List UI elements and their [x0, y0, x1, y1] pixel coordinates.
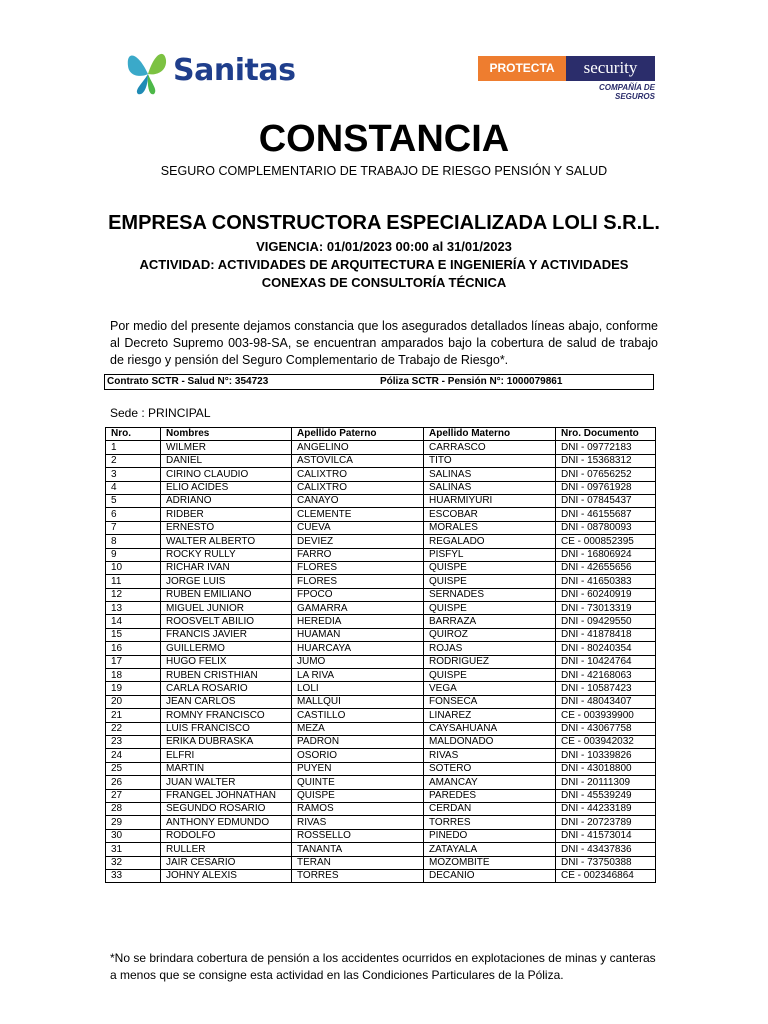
cell-apellido-paterno: HEREDIA: [292, 615, 424, 628]
cell-nombres: ROCKY RULLY: [161, 548, 292, 561]
cell-nro: 31: [106, 843, 161, 856]
table-header-row: [106, 428, 656, 441]
cell-apellido-paterno: FPOCO: [292, 588, 424, 601]
table-row: [106, 628, 656, 641]
cell-documento: DNI - 43018800: [556, 762, 656, 775]
cell-apellido-materno: QUISPE: [424, 602, 556, 615]
cell-apellido-paterno: HUAMAN: [292, 628, 424, 641]
cell-nombres: MARTIN: [161, 762, 292, 775]
cell-nombres: CARLA ROSARIO: [161, 682, 292, 695]
cell-documento: DNI - 08780093: [556, 521, 656, 534]
cell-apellido-materno: ZATAYALA: [424, 843, 556, 856]
table-row: [106, 669, 656, 682]
cell-nombres: RUBEN CRISTHIAN: [161, 669, 292, 682]
cell-apellido-materno: DECANIO: [424, 869, 556, 882]
cell-documento: DNI - 10424764: [556, 655, 656, 668]
table-row: [106, 441, 656, 454]
cell-documento: CE - 003939900: [556, 709, 656, 722]
cell-apellido-materno: ROJAS: [424, 642, 556, 655]
cell-nro: 3: [106, 468, 161, 481]
cell-apellido-paterno: TORRES: [292, 869, 424, 882]
header-apellido-paterno: Apellido Paterno: [292, 428, 424, 441]
company-name: EMPRESA CONSTRUCTORA ESPECIALIZADA LOLI S.R.L.: [108, 212, 660, 234]
cell-documento: DNI - 10339826: [556, 749, 656, 762]
cell-documento: DNI - 09772183: [556, 441, 656, 454]
header-apellido-materno: Apellido Materno: [424, 428, 556, 441]
cell-documento: DNI - 80240354: [556, 642, 656, 655]
cell-apellido-paterno: ASTOVILCA: [292, 454, 424, 467]
cell-apellido-materno: ESCOBAR: [424, 508, 556, 521]
cell-nombres: RODOLFO: [161, 829, 292, 842]
cell-apellido-materno: SERNADES: [424, 588, 556, 601]
cell-nro: 24: [106, 749, 161, 762]
cell-apellido-paterno: QUISPE: [292, 789, 424, 802]
cell-nombres: ERNESTO: [161, 521, 292, 534]
table-row: [106, 521, 656, 534]
cell-documento: CE - 000852395: [556, 535, 656, 548]
cell-apellido-materno: REGALADO: [424, 535, 556, 548]
cell-apellido-materno: TORRES: [424, 816, 556, 829]
footnote: *No se brindara cobertura de pensión a los accidentes ocurridos en explotaciones de minas y canteras a menos que se consigne esta actividad en las Condiciones Particulares de la Póliza.: [110, 951, 656, 982]
cell-nro: 4: [106, 481, 161, 494]
cell-apellido-paterno: CANAYO: [292, 494, 424, 507]
cell-apellido-paterno: DEVIEZ: [292, 535, 424, 548]
cell-nro: 8: [106, 535, 161, 548]
cell-nombres: SEGUNDO ROSARIO: [161, 802, 292, 815]
cell-nro: 32: [106, 856, 161, 869]
cell-apellido-paterno: QUINTE: [292, 776, 424, 789]
cell-apellido-materno: RODRIGUEZ: [424, 655, 556, 668]
cell-nro: 11: [106, 575, 161, 588]
cell-apellido-paterno: JUMO: [292, 655, 424, 668]
cell-nro: 10: [106, 561, 161, 574]
cell-documento: DNI - 43437836: [556, 843, 656, 856]
table-row: [106, 816, 656, 829]
cell-nombres: RIDBER: [161, 508, 292, 521]
sanitas-wordmark: Sanitas: [173, 53, 296, 88]
table-row: [106, 468, 656, 481]
sanitas-butterfly-icon: [124, 44, 172, 96]
cell-apellido-paterno: CUEVA: [292, 521, 424, 534]
cell-nombres: CIRINO CLAUDIO: [161, 468, 292, 481]
cell-apellido-materno: AMANCAY: [424, 776, 556, 789]
cell-apellido-paterno: TERAN: [292, 856, 424, 869]
cell-documento: CE - 002346864: [556, 869, 656, 882]
table-row: [106, 709, 656, 722]
cell-nombres: LUIS FRANCISCO: [161, 722, 292, 735]
cell-documento: DNI - 41650383: [556, 575, 656, 588]
table-row: [106, 642, 656, 655]
table-row: [106, 762, 656, 775]
cell-documento: DNI - 41573014: [556, 829, 656, 842]
cell-documento: DNI - 20723789: [556, 816, 656, 829]
cell-nro: 1: [106, 441, 161, 454]
protecta-tagline: COMPAÑÍA DE SEGUROS: [599, 83, 655, 101]
header-nro: Nro.: [106, 428, 161, 441]
cell-nombres: ROMNY FRANCISCO: [161, 709, 292, 722]
header-nombres: Nombres: [161, 428, 292, 441]
cell-nro: 5: [106, 494, 161, 507]
cell-apellido-paterno: LA RIVA: [292, 669, 424, 682]
cell-documento: DNI - 46155687: [556, 508, 656, 521]
cell-nro: 22: [106, 722, 161, 735]
cell-apellido-materno: MORALES: [424, 521, 556, 534]
cell-nro: 21: [106, 709, 161, 722]
cell-apellido-materno: CARRASCO: [424, 441, 556, 454]
cell-nro: 9: [106, 548, 161, 561]
cell-apellido-paterno: RAMOS: [292, 802, 424, 815]
cell-apellido-paterno: CLEMENTE: [292, 508, 424, 521]
cell-documento: DNI - 42168063: [556, 669, 656, 682]
vigencia: VIGENCIA: 01/01/2023 00:00 al 31/01/2023: [256, 239, 512, 254]
cell-apellido-paterno: FLORES: [292, 575, 424, 588]
cell-nro: 25: [106, 762, 161, 775]
cell-apellido-paterno: ANGELINO: [292, 441, 424, 454]
cell-apellido-materno: CAYSAHUANA: [424, 722, 556, 735]
cell-nro: 12: [106, 588, 161, 601]
cell-apellido-paterno: TANANTA: [292, 843, 424, 856]
cell-nombres: JORGE LUIS: [161, 575, 292, 588]
cell-apellido-materno: MOZOMBITE: [424, 856, 556, 869]
cell-nro: 6: [106, 508, 161, 521]
cell-documento: DNI - 45539249: [556, 789, 656, 802]
table-row: [106, 776, 656, 789]
cell-apellido-materno: HUARMIYURI: [424, 494, 556, 507]
cell-nombres: FRANGEL JOHNATHAN: [161, 789, 292, 802]
cell-nro: 20: [106, 695, 161, 708]
cell-apellido-materno: SOTERO: [424, 762, 556, 775]
cell-nro: 33: [106, 869, 161, 882]
cell-nro: 7: [106, 521, 161, 534]
document-title: CONSTANCIA: [258, 118, 510, 160]
table-row: [106, 722, 656, 735]
cell-nro: 27: [106, 789, 161, 802]
cell-nombres: ROOSVELT ABILIO: [161, 615, 292, 628]
table-row: [106, 508, 656, 521]
cell-apellido-paterno: CASTILLO: [292, 709, 424, 722]
cell-nro: 16: [106, 642, 161, 655]
table-row: [106, 561, 656, 574]
table-row: [106, 856, 656, 869]
cell-nombres: HUGO FELIX: [161, 655, 292, 668]
cell-apellido-materno: RIVAS: [424, 749, 556, 762]
table-row: [106, 535, 656, 548]
cell-documento: DNI - 16806924: [556, 548, 656, 561]
cell-documento: CE - 003942032: [556, 735, 656, 748]
table-row: [106, 735, 656, 748]
cell-documento: DNI - 60240919: [556, 588, 656, 601]
cell-nro: 14: [106, 615, 161, 628]
table-row: [106, 548, 656, 561]
table-row: [106, 682, 656, 695]
cell-apellido-paterno: RIVAS: [292, 816, 424, 829]
cell-nombres: DANIEL: [161, 454, 292, 467]
cell-apellido-materno: QUISPE: [424, 575, 556, 588]
cell-apellido-paterno: PUYEN: [292, 762, 424, 775]
contract-box: [104, 374, 654, 390]
table-row: [106, 802, 656, 815]
cell-nro: 17: [106, 655, 161, 668]
contrato-salud: Contrato SCTR - Salud N°: 354723: [107, 376, 269, 387]
cell-nro: 18: [106, 669, 161, 682]
cell-apellido-materno: LINAREZ: [424, 709, 556, 722]
cell-nombres: ELIO ACIDES: [161, 481, 292, 494]
cell-nombres: JAIR CESARIO: [161, 856, 292, 869]
table-row: [106, 615, 656, 628]
cell-apellido-paterno: ROSSELLO: [292, 829, 424, 842]
sanitas-logo: [124, 44, 296, 96]
cell-nombres: GUILLERMO: [161, 642, 292, 655]
cell-nombres: JEAN CARLOS: [161, 695, 292, 708]
cell-apellido-paterno: FLORES: [292, 561, 424, 574]
cell-nombres: WILMER: [161, 441, 292, 454]
cell-documento: DNI - 43067758: [556, 722, 656, 735]
cell-nro: 13: [106, 602, 161, 615]
header-nro-documento: Nro. Documento: [556, 428, 656, 441]
cell-apellido-materno: FONSECA: [424, 695, 556, 708]
cell-nombres: ERIKA DUBRASKA: [161, 735, 292, 748]
cell-documento: DNI - 07845437: [556, 494, 656, 507]
cell-apellido-materno: QUIROZ: [424, 628, 556, 641]
table-row: [106, 602, 656, 615]
cell-apellido-paterno: HUARCAYA: [292, 642, 424, 655]
cell-apellido-paterno: PADRON: [292, 735, 424, 748]
table-row: [106, 789, 656, 802]
table-row: [106, 494, 656, 507]
cell-documento: DNI - 73013319: [556, 602, 656, 615]
cell-nombres: FRANCIS JAVIER: [161, 628, 292, 641]
protecta-security-logo: [478, 56, 656, 101]
cell-apellido-materno: SALINAS: [424, 481, 556, 494]
cell-nombres: WALTER ALBERTO: [161, 535, 292, 548]
cell-apellido-materno: SALINAS: [424, 468, 556, 481]
table-row: [106, 869, 656, 882]
cell-nombres: RUBEN EMILIANO: [161, 588, 292, 601]
cell-apellido-materno: CERDAN: [424, 802, 556, 815]
cell-nro: 23: [106, 735, 161, 748]
cell-apellido-materno: TITO: [424, 454, 556, 467]
cell-documento: DNI - 44233189: [556, 802, 656, 815]
table-row: [106, 655, 656, 668]
document-subtitle: SEGURO COMPLEMENTARIO DE TRABAJO DE RIESGO PENSIÓN Y SALUD: [160, 164, 608, 178]
cell-apellido-paterno: FARRO: [292, 548, 424, 561]
cell-nro: 15: [106, 628, 161, 641]
table-row: [106, 843, 656, 856]
cell-documento: DNI - 42655656: [556, 561, 656, 574]
cell-nro: 26: [106, 776, 161, 789]
cell-nombres: ELFRI: [161, 749, 292, 762]
security-label: security: [566, 56, 655, 81]
cell-apellido-materno: BARRAZA: [424, 615, 556, 628]
cell-nro: 30: [106, 829, 161, 842]
cell-documento: DNI - 09429550: [556, 615, 656, 628]
cell-documento: DNI - 48043407: [556, 695, 656, 708]
poliza-pension: Póliza SCTR - Pensión N°: 1000079861: [380, 376, 563, 387]
cell-nro: 2: [106, 454, 161, 467]
cell-documento: DNI - 09761928: [556, 481, 656, 494]
cell-documento: DNI - 20111309: [556, 776, 656, 789]
cell-nombres: JOHNY ALEXIS: [161, 869, 292, 882]
table-row: [106, 695, 656, 708]
cell-apellido-paterno: MALLQUI: [292, 695, 424, 708]
cell-nro: 19: [106, 682, 161, 695]
cell-nombres: RICHAR IVAN: [161, 561, 292, 574]
cell-apellido-materno: MALDONADO: [424, 735, 556, 748]
cell-apellido-paterno: GAMARRA: [292, 602, 424, 615]
cell-apellido-paterno: OSORIO: [292, 749, 424, 762]
table-row: [106, 829, 656, 842]
cell-nro: 29: [106, 816, 161, 829]
table-row: [106, 575, 656, 588]
cell-nombres: RULLER: [161, 843, 292, 856]
cell-nombres: ADRIANO: [161, 494, 292, 507]
actividad: ACTIVIDAD: ACTIVIDADES DE ARQUITECTURA E INGENIERÍA Y ACTIVIDADES CONEXAS DE CONSULTORÍA TÉCNICA: [139, 257, 629, 290]
cell-apellido-materno: QUISPE: [424, 561, 556, 574]
table-row: [106, 749, 656, 762]
protecta-label: PROTECTA: [478, 56, 566, 81]
intro-paragraph: Por medio del presente dejamos constancia que los asegurados detallados líneas abajo, conforme al Decreto Supremo 003-98-SA, se encuentran amparados bajo la cobertura de salud de trabajo de riesgo y pensión del Seguro Complementario de Trabajo de Riesgo*.: [110, 319, 658, 367]
cell-documento: DNI - 41878418: [556, 628, 656, 641]
cell-apellido-materno: PAREDES: [424, 789, 556, 802]
cell-nro: 28: [106, 802, 161, 815]
cell-documento: DNI - 15368312: [556, 454, 656, 467]
cell-documento: DNI - 73750388: [556, 856, 656, 869]
cell-nombres: MIGUEL JUNIOR: [161, 602, 292, 615]
cell-apellido-materno: PISFYL: [424, 548, 556, 561]
cell-apellido-paterno: MEZA: [292, 722, 424, 735]
insured-table: [105, 427, 656, 883]
cell-apellido-materno: VEGA: [424, 682, 556, 695]
table-row: [106, 588, 656, 601]
cell-documento: DNI - 10587423: [556, 682, 656, 695]
cell-apellido-paterno: LOLI: [292, 682, 424, 695]
cell-apellido-materno: QUISPE: [424, 669, 556, 682]
cell-nombres: JUAN WALTER: [161, 776, 292, 789]
sede: Sede : PRINCIPAL: [110, 406, 211, 420]
cell-apellido-materno: PINEDO: [424, 829, 556, 842]
cell-apellido-paterno: CALIXTRO: [292, 481, 424, 494]
table-row: [106, 454, 656, 467]
cell-nombres: ANTHONY EDMUNDO: [161, 816, 292, 829]
cell-apellido-paterno: CALIXTRO: [292, 468, 424, 481]
table-row: [106, 481, 656, 494]
cell-documento: DNI - 07656252: [556, 468, 656, 481]
